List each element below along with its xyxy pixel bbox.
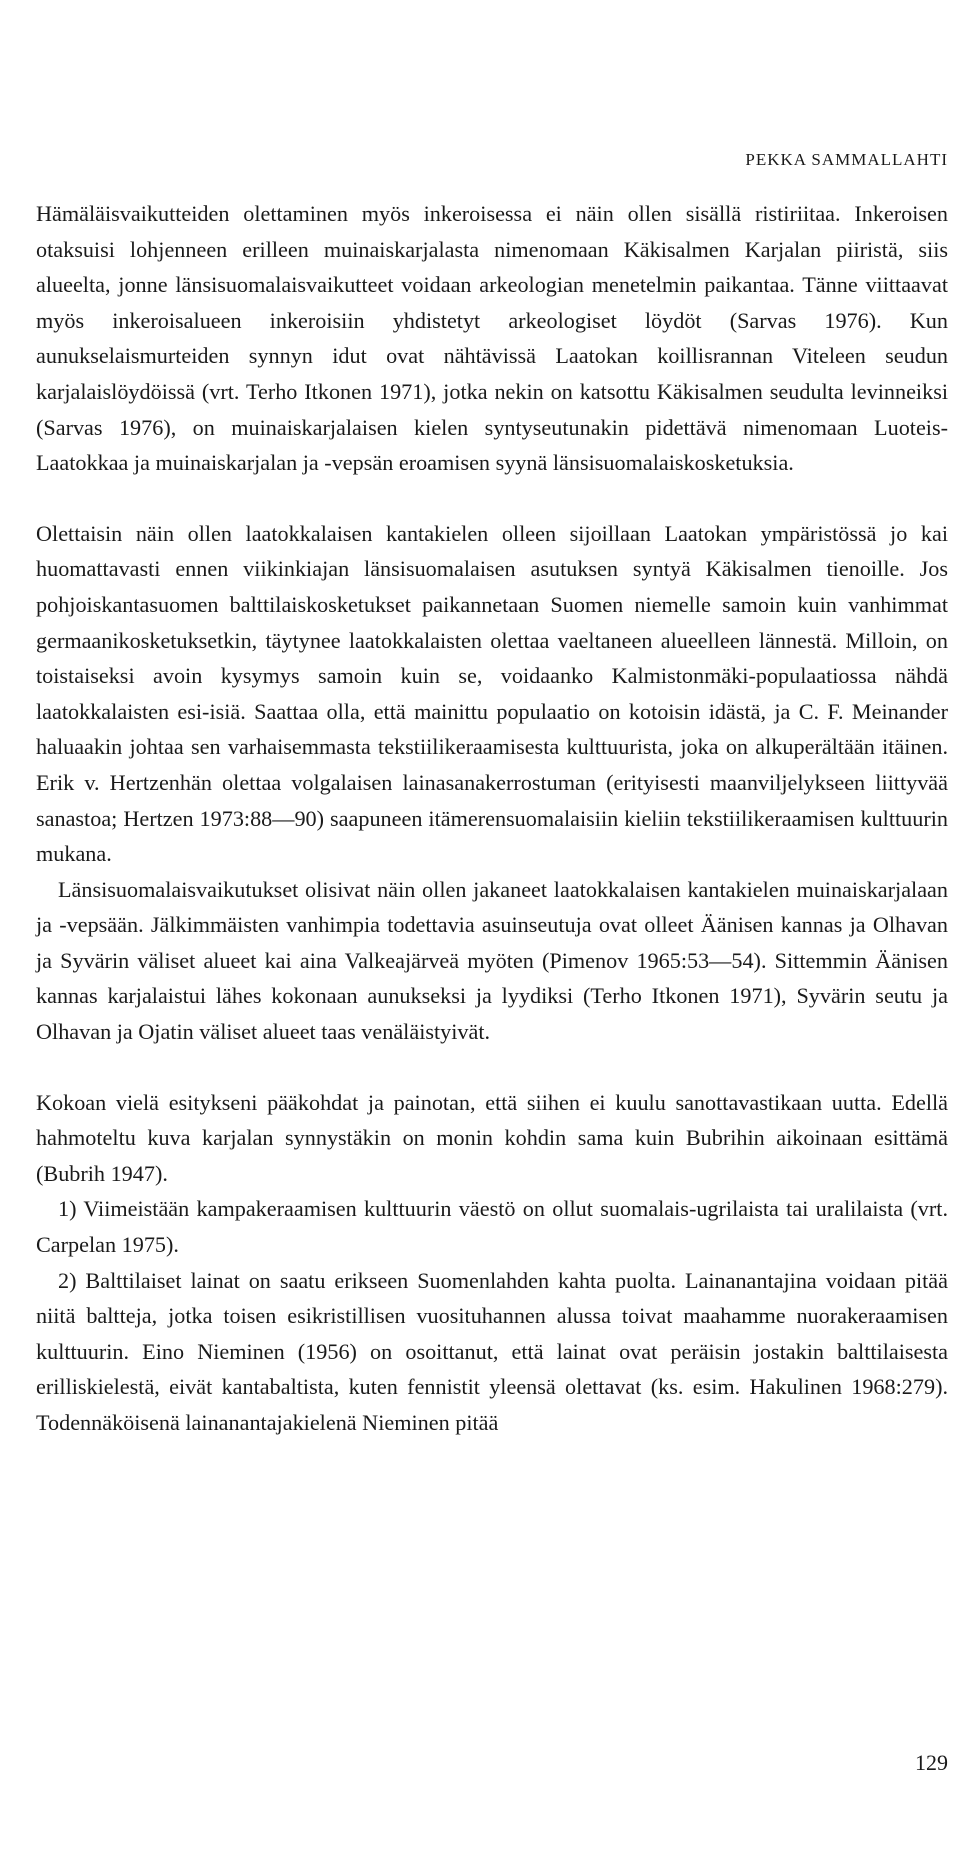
paragraph-6: 2) Balttilaiset lainat on saatu erikseen Suomenlahden kahta puolta. Lainanantajina voidaan pitää niitä baltteja, jotka toisen esikristillisen vuosituhannen alussa toivat maahamme nuorakeraamisen kulttuurin. Eino Nieminen (1956) on osoittanut, että lainat ovat peräisin jostakin balttilaisesta erilliskielestä, eivät kantabaltista, kuten fennistit yleensä olettavat (ks. esim. Hakulinen 1968:279). Todennäköisenä lainanantajakielenä Nieminen pitää xyxy=(36,1267,948,1435)
paragraph-5: 1) Viimeistään kampakeraamisen kulttuurin väestö on ollut suomalais-ugrilaista tai uralilaista (vrt. Carpelan 1975). xyxy=(36,1196,948,1258)
document-page xyxy=(36,0,948,1860)
paragraph-1: Hämäläisvaikutteiden olettaminen myös inkeroisessa ei näin ollen sisällä ristiriitaa. Inkeroisen otaksuisi lohjenneen erilleen muinaiskarjalasta nimenomaan Käkisalmen Karjalan piiristä, siis alueelta, jonne länsisuomalaisvaikutteet voidaan arkeologian menetelmin paikantaa. Tänne viittaavat myös inkeroisalueen inkeroisiin yhdistetyt arkeologiset löydöt (Sarvas 1976). Kun aunukselaismurteiden synnyn idut ovat nähtävissä Laatokan koillisrannan Viteleen seudun karjalaislöydöissä (vrt. Terho Itkonen 1971), jotka nekin on katsottu Käkisalmen seudulta levinneiksi (Sarvas 1976), on muinaiskarjalaisen kielen syntyseutunakin pidettävä nimenomaan Luoteis-Laatokkaa ja muinaiskarjalan ja -vepsän eroamisen syynä länsisuomalaiskosketuksia. xyxy=(36,201,948,476)
page-number: 129 xyxy=(915,1750,948,1775)
body-text xyxy=(36,196,948,1441)
running-head: PEKKA SAMMALLAHTI xyxy=(745,150,948,169)
paragraph-2: Olettaisin näin ollen laatokkalaisen kantakielen olleen sijoillaan Laatokan ympäristössä jo kai huomattavasti ennen viikinkiajan länsisuomalaisen asutuksen syntyä Käkisalmen tienoille. Jos pohjoiskantasuomen balttilaiskosketukset paikannetaan Suomen niemelle samoin kuin vanhimmat germaanikosketuksetkin, täytynee laatokkalaisten olettaa vaeltaneen alueelleen lännestä. Milloin, on toistaiseksi avoin kysymys samoin kuin se, voidaanko Kalmistonmäki-populaatiossa nähdä laatokkalaisten esi-isiä. Saattaa olla, että mainittu populaatio on kotoisin idästä, ja C. F. Meinander haluaakin johtaa sen varhaisemmasta tekstiilikeraamisesta kulttuurista, joka on alkuperältään itäinen. Erik v. Hertzenhän olettaa volgalaisen lainasanakerrostuman (erityisesti maanviljelykseen liittyvää sanastoa; Hertzen 1973:88—90) saapuneen itämerensuomalaisiin kieliin tekstiilikeraamisen kulttuurin mukana. xyxy=(36,520,948,867)
paragraph-3: Länsisuomalaisvaikutukset olisivat näin ollen jakaneet laatokkalaisen kantakielen muinaiskarjalaan ja -vepsään. Jälkimmäisten vanhimpia todettavia asuinseutuja ovat olleet Äänisen kannas ja Olhavan ja Syvärin väliset alueet kai aina Valkeajärveä myöten (Pimenov 1965:53—54). Sittemmin Äänisen kannas karjalaistui lähes kokonaan aunukseksi ja lyydiksi (Terho Itkonen 1971), Syvärin seutu ja Olhavan ja Ojatin väliset alueet taas venäläistyivät. xyxy=(36,876,948,1045)
paragraph-4: Kokoan vielä esitykseni pääkohdat ja painotan, että siihen ei kuulu sanottavastikaan uutta. Edellä hahmoteltu kuva karjalan synnystäkin on monin kohdin sama kuin Bubrihin aikoinaan esittämä (Bubrih 1947). xyxy=(36,1089,948,1186)
